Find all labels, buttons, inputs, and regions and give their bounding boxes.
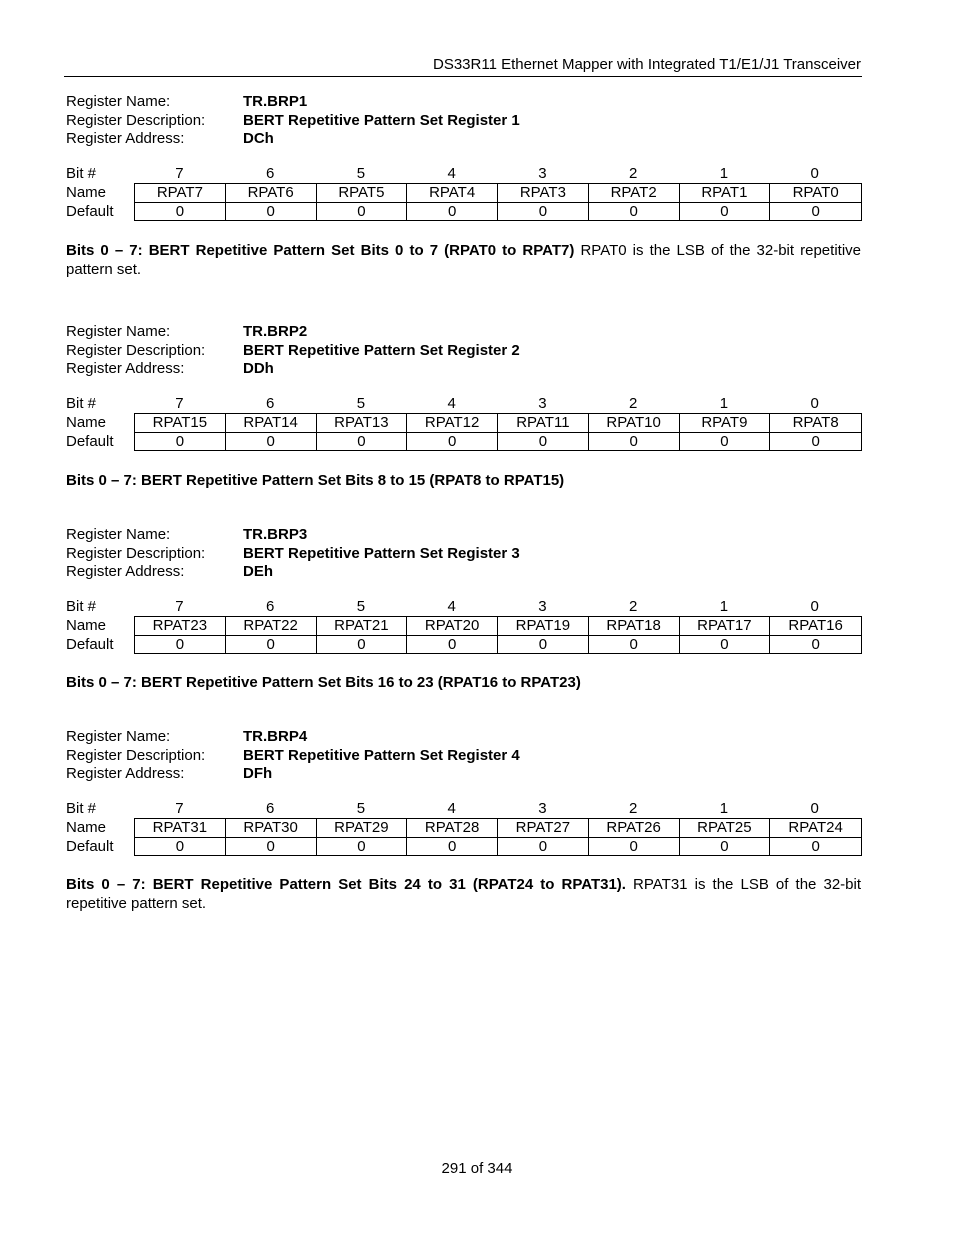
register-block bbox=[66, 93, 862, 221]
field-name: RPAT16 bbox=[788, 616, 843, 634]
default-value: 0 bbox=[680, 433, 771, 451]
bit-description bbox=[66, 472, 861, 491]
field-name: RPAT22 bbox=[226, 617, 317, 635]
bit-number: 2 bbox=[628, 799, 638, 817]
page-number: 291 of 344 bbox=[441, 1160, 513, 1177]
default-value: 0 bbox=[317, 203, 408, 221]
bit-number: 7 bbox=[175, 597, 184, 615]
register-info bbox=[66, 728, 862, 784]
field-name: RPAT29 bbox=[317, 819, 408, 837]
default-row bbox=[66, 432, 862, 451]
bit-number: 2 bbox=[628, 597, 638, 615]
field-name: RPAT23 bbox=[135, 617, 226, 635]
field-name: RPAT30 bbox=[226, 819, 317, 837]
name-row-label: Name bbox=[66, 818, 107, 836]
bit-number-row bbox=[66, 799, 862, 818]
field-name-row bbox=[66, 616, 862, 635]
bit-number: 1 bbox=[719, 597, 729, 615]
bit-number: 4 bbox=[447, 597, 456, 615]
register-description: BERT Repetitive Pattern Set Register 1 bbox=[243, 111, 520, 129]
bit-number-row bbox=[66, 394, 862, 413]
register-block bbox=[66, 323, 862, 451]
bit-number: 4 bbox=[447, 394, 456, 412]
register-address: DCh bbox=[243, 130, 274, 147]
default-row-label: Default bbox=[66, 202, 114, 220]
register-address: DFh bbox=[243, 765, 273, 782]
document-header: DS33R11 Ethernet Mapper with Integrated T1/E1/J1 Transceiver bbox=[432, 56, 861, 73]
field-name: RPAT20 bbox=[407, 617, 498, 635]
bit-number: 6 bbox=[265, 597, 275, 615]
bit-number: 7 bbox=[175, 394, 184, 412]
default-value: 0 bbox=[680, 203, 771, 221]
bit-number: 3 bbox=[538, 394, 547, 412]
bit-row-label: Bit # bbox=[66, 394, 97, 412]
bit-description-heading: Bits 0 – 7: BERT Repetitive Pattern Set Bits 16 to 23 (RPAT16 to RPAT23) bbox=[66, 674, 581, 691]
default-value: 0 bbox=[589, 203, 680, 221]
register-description-label: Register Description: bbox=[66, 544, 206, 562]
register-description: BERT Repetitive Pattern Set Register 3 bbox=[243, 544, 520, 562]
default-value: 0 bbox=[589, 433, 680, 451]
bit-number: 7 bbox=[175, 164, 184, 182]
bit-number: 3 bbox=[538, 164, 547, 182]
bit-number: 0 bbox=[810, 394, 819, 412]
bit-number: 3 bbox=[538, 799, 547, 817]
default-value: 0 bbox=[317, 433, 408, 451]
bit-number: 1 bbox=[719, 394, 729, 412]
field-name: RPAT27 bbox=[498, 819, 589, 837]
field-name: RPAT8 bbox=[792, 413, 839, 431]
bit-number-row bbox=[66, 164, 862, 183]
default-value: 0 bbox=[498, 838, 589, 856]
default-value: 0 bbox=[135, 433, 226, 451]
register-name: TR.BRP4 bbox=[243, 728, 308, 745]
default-value: 0 bbox=[498, 636, 589, 654]
field-name: RPAT10 bbox=[589, 414, 680, 432]
field-name: RPAT17 bbox=[680, 617, 771, 635]
register-info bbox=[66, 323, 862, 379]
register-info bbox=[66, 526, 862, 582]
bit-table bbox=[66, 394, 862, 451]
field-name: RPAT28 bbox=[407, 819, 498, 837]
bit-number: 6 bbox=[265, 799, 275, 817]
bit-number: 0 bbox=[810, 164, 819, 182]
bit-number: 3 bbox=[538, 597, 547, 615]
default-value: 0 bbox=[226, 838, 317, 856]
field-name: RPAT18 bbox=[589, 617, 680, 635]
bit-number: 2 bbox=[628, 164, 638, 182]
default-value: 0 bbox=[226, 636, 317, 654]
bit-number: 1 bbox=[719, 164, 729, 182]
name-row-label: Name bbox=[66, 616, 107, 634]
register-name-label: Register Name: bbox=[66, 323, 171, 340]
bit-number: 2 bbox=[628, 394, 638, 412]
bit-number: 4 bbox=[447, 164, 456, 182]
field-name: RPAT12 bbox=[407, 414, 498, 432]
default-value: 0 bbox=[407, 636, 498, 654]
register-address-label: Register Address: bbox=[66, 130, 185, 147]
bit-number-row bbox=[66, 597, 862, 616]
name-row-label: Name bbox=[66, 413, 107, 431]
field-name: RPAT5 bbox=[317, 184, 408, 202]
field-name: RPAT21 bbox=[317, 617, 408, 635]
default-row bbox=[66, 837, 862, 856]
register-description-label: Register Description: bbox=[66, 111, 206, 129]
default-row-label: Default bbox=[66, 635, 114, 653]
register-address: DEh bbox=[243, 563, 273, 580]
register-block bbox=[66, 526, 862, 654]
register-name-label: Register Name: bbox=[66, 728, 171, 745]
bit-description-text: RPAT31 is the LSB of the 32-bit repetitive pattern set. bbox=[66, 876, 861, 912]
bit-description-heading: Bits 0 – 7: BERT Repetitive Pattern Set Bits 24 to 31 (RPAT24 to RPAT31). bbox=[66, 876, 626, 893]
register-address: DDh bbox=[243, 360, 274, 377]
default-value: 0 bbox=[680, 636, 771, 654]
register-address-label: Register Address: bbox=[66, 765, 185, 782]
field-name: RPAT13 bbox=[317, 414, 408, 432]
default-value: 0 bbox=[226, 203, 317, 221]
bit-table bbox=[66, 799, 862, 856]
register-name: TR.BRP2 bbox=[243, 323, 308, 340]
field-name: RPAT0 bbox=[792, 183, 839, 201]
bit-table bbox=[66, 597, 862, 654]
register-name-label: Register Name: bbox=[66, 526, 171, 543]
bit-description bbox=[66, 876, 861, 913]
register-description-label: Register Description: bbox=[66, 746, 206, 764]
default-value: 0 bbox=[407, 838, 498, 856]
default-row bbox=[66, 202, 862, 221]
bit-description-heading: Bits 0 – 7: BERT Repetitive Pattern Set Bits 8 to 15 (RPAT8 to RPAT15) bbox=[66, 472, 565, 489]
field-name-row bbox=[66, 183, 862, 202]
default-value: 0 bbox=[680, 838, 771, 856]
field-name-row bbox=[66, 818, 862, 837]
header-rule bbox=[64, 76, 862, 77]
bit-number: 7 bbox=[175, 799, 184, 817]
default-value: 0 bbox=[407, 433, 498, 451]
field-name: RPAT9 bbox=[680, 414, 771, 432]
default-value: 0 bbox=[811, 635, 820, 653]
bit-number: 5 bbox=[356, 799, 366, 817]
default-value: 0 bbox=[811, 202, 820, 220]
default-value: 0 bbox=[317, 838, 408, 856]
field-name: RPAT19 bbox=[498, 617, 589, 635]
bit-row-label: Bit # bbox=[66, 164, 97, 182]
register-description-label: Register Description: bbox=[66, 341, 206, 359]
field-name: RPAT3 bbox=[498, 184, 589, 202]
register-address-label: Register Address: bbox=[66, 563, 185, 580]
bit-description bbox=[66, 242, 861, 279]
field-name: RPAT6 bbox=[226, 184, 317, 202]
bit-number: 6 bbox=[265, 164, 275, 182]
default-value: 0 bbox=[226, 433, 317, 451]
default-value: 0 bbox=[589, 636, 680, 654]
register-block bbox=[66, 728, 862, 856]
default-value: 0 bbox=[407, 203, 498, 221]
bit-number: 1 bbox=[719, 799, 729, 817]
bit-number: 5 bbox=[356, 164, 366, 182]
bit-number: 0 bbox=[810, 597, 819, 615]
default-value: 0 bbox=[317, 636, 408, 654]
field-name: RPAT26 bbox=[589, 819, 680, 837]
default-value: 0 bbox=[498, 203, 589, 221]
bit-row-label: Bit # bbox=[66, 597, 97, 615]
bit-description-heading: Bits 0 – 7: BERT Repetitive Pattern Set Bits 0 to 7 (RPAT0 to RPAT7) bbox=[66, 242, 575, 259]
field-name: RPAT1 bbox=[680, 184, 771, 202]
field-name: RPAT15 bbox=[135, 414, 226, 432]
name-row-label: Name bbox=[66, 183, 107, 201]
bit-number: 4 bbox=[447, 799, 456, 817]
default-value: 0 bbox=[135, 636, 226, 654]
field-name: RPAT2 bbox=[589, 184, 680, 202]
default-value: 0 bbox=[135, 838, 226, 856]
field-name: RPAT7 bbox=[135, 184, 226, 202]
field-name: RPAT11 bbox=[498, 414, 589, 432]
register-name: TR.BRP3 bbox=[243, 526, 308, 543]
bit-table bbox=[66, 164, 862, 221]
default-value: 0 bbox=[135, 203, 226, 221]
field-name: RPAT24 bbox=[788, 818, 843, 836]
default-value: 0 bbox=[811, 432, 820, 450]
bit-number: 5 bbox=[356, 597, 366, 615]
default-value: 0 bbox=[498, 433, 589, 451]
register-description: BERT Repetitive Pattern Set Register 4 bbox=[243, 746, 520, 764]
field-name: RPAT31 bbox=[135, 819, 226, 837]
field-name: RPAT14 bbox=[226, 414, 317, 432]
bit-description bbox=[66, 674, 861, 693]
field-name-row bbox=[66, 413, 862, 432]
bit-number: 5 bbox=[356, 394, 366, 412]
bit-number: 0 bbox=[810, 799, 819, 817]
field-name: RPAT25 bbox=[680, 819, 771, 837]
register-name: TR.BRP1 bbox=[243, 93, 308, 110]
default-value: 0 bbox=[589, 838, 680, 856]
register-name-label: Register Name: bbox=[66, 93, 171, 110]
bit-description-text: RPAT0 is the LSB of the 32-bit repetitive pattern set. bbox=[66, 242, 861, 278]
field-name: RPAT4 bbox=[407, 184, 498, 202]
register-address-label: Register Address: bbox=[66, 360, 185, 377]
register-info bbox=[66, 93, 862, 149]
default-row-label: Default bbox=[66, 432, 114, 450]
default-value: 0 bbox=[811, 837, 820, 855]
default-row bbox=[66, 635, 862, 654]
register-description: BERT Repetitive Pattern Set Register 2 bbox=[243, 341, 520, 359]
default-row-label: Default bbox=[66, 837, 114, 855]
bit-number: 6 bbox=[265, 394, 275, 412]
bit-row-label: Bit # bbox=[66, 799, 97, 817]
